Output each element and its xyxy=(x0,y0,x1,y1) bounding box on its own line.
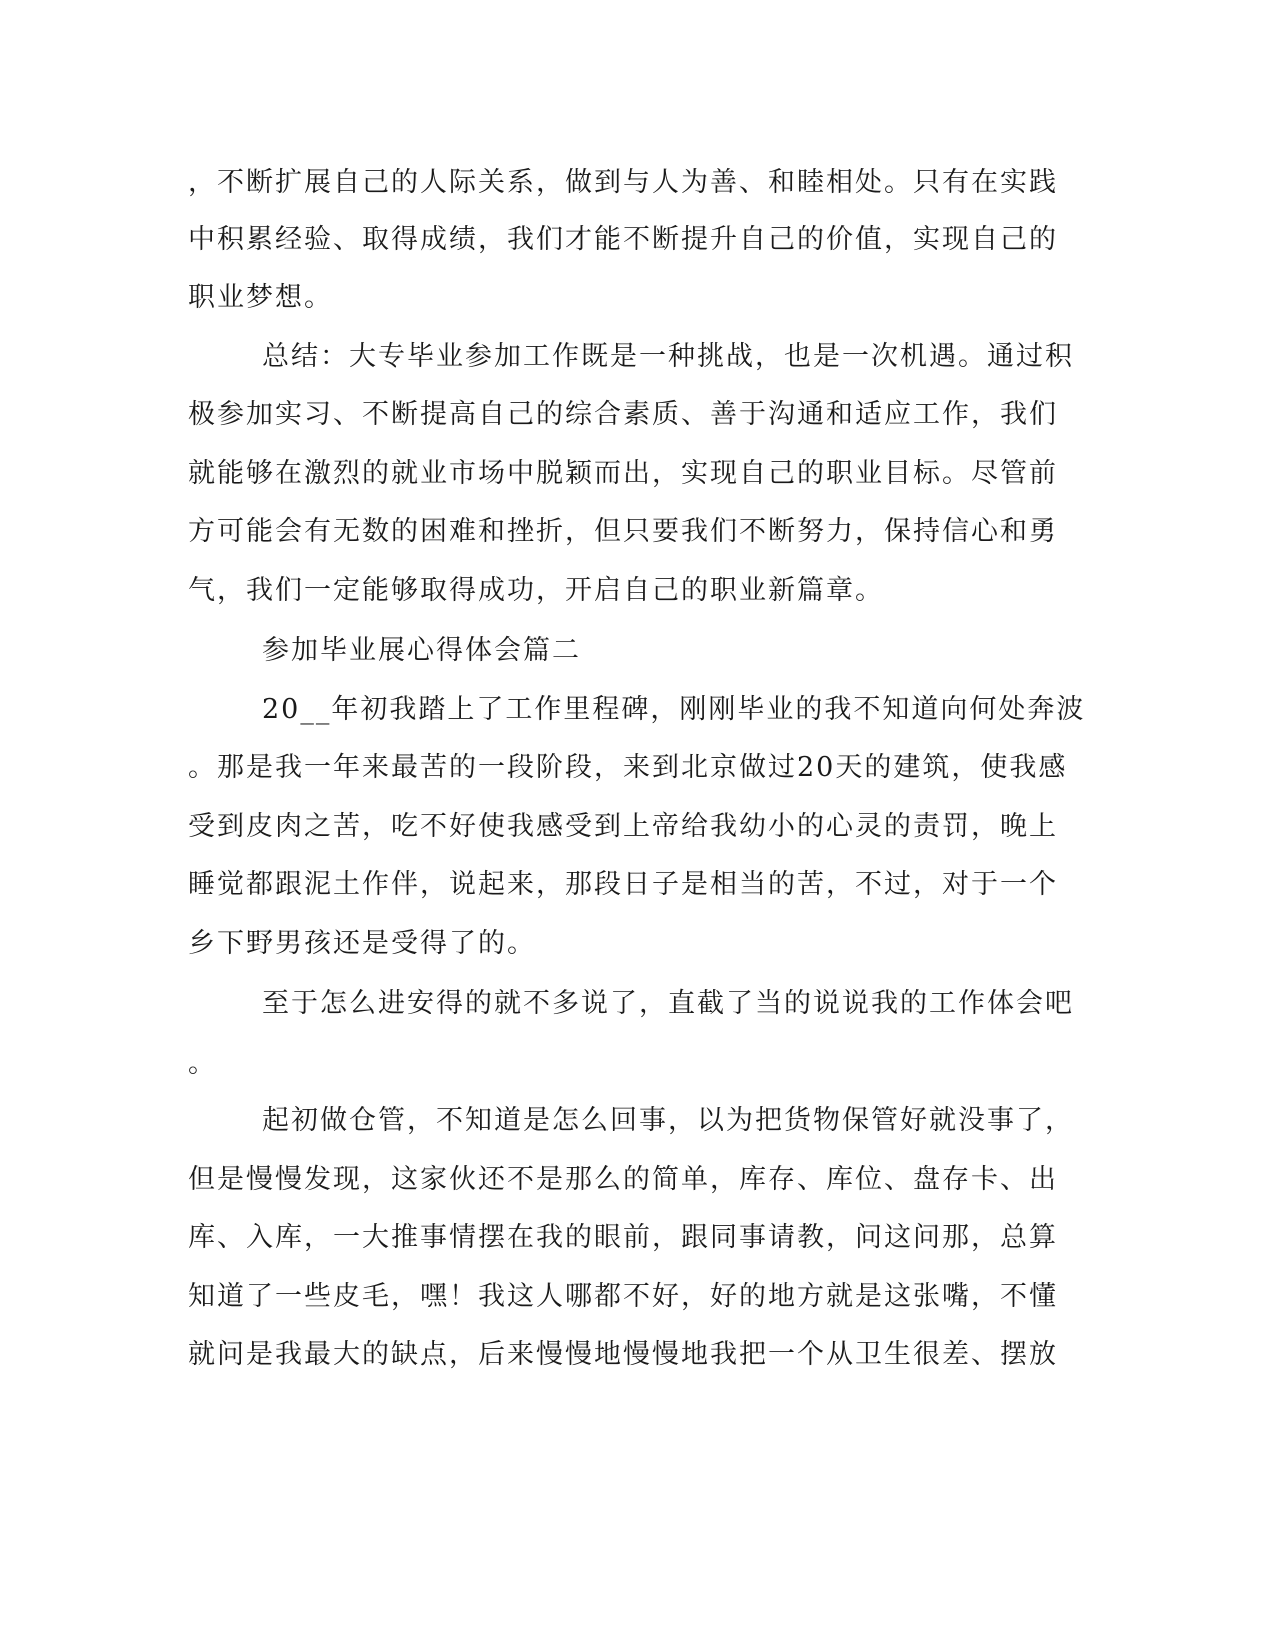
text-line: 就能够在激烈的就业市场中脱颖而出，实现自己的职业目标。尽管前 xyxy=(188,458,1058,489)
text-line: 。那是我一年来最苦的一段阶段，来到北京做过20天的建筑，使我感 xyxy=(188,752,1068,783)
text-line: 。 xyxy=(188,1048,217,1079)
text-line: 中积累经验、取得成绩，我们才能不断提升自己的价值，实现自己的 xyxy=(188,224,1058,255)
text-line: 职业梦想。 xyxy=(188,282,333,313)
text-line: 至于怎么进安得的就不多说了，直截了当的说说我的工作体会吧 xyxy=(262,988,1074,1019)
section-heading: 参加毕业展心得体会篇二 xyxy=(262,635,581,666)
text-line: 但是慢慢发现，这家伙还不是那么的简单，库存、库位、盘存卡、出 xyxy=(188,1164,1058,1195)
text-line: 极参加实习、不断提高自己的综合素质、善于沟通和适应工作，我们 xyxy=(188,399,1058,430)
text-line: 气，我们一定能够取得成功，开启自己的职业新篇章。 xyxy=(188,575,884,606)
text-line: 库、入库，一大推事情摆在我的眼前，跟同事请教，问这问那，总算 xyxy=(188,1222,1058,1253)
text-line: 就问是我最大的缺点，后来慢慢地慢慢地我把一个从卫生很差、摆放 xyxy=(188,1339,1058,1370)
text-line: 受到皮肉之苦，吃不好使我感受到上帝给我幼小的心灵的责罚，晚上 xyxy=(188,811,1058,842)
text-line: 总结：大专毕业参加工作既是一种挑战，也是一次机遇。通过积 xyxy=(262,341,1074,372)
text-line: 起初做仓管，不知道是怎么回事，以为把货物保管好就没事了， xyxy=(262,1105,1074,1136)
text-line: ，不断扩展自己的人际关系，做到与人为善、和睦相处。只有在实践 xyxy=(188,167,1058,198)
text-line: 方可能会有无数的困难和挫折，但只要我们不断努力，保持信心和勇 xyxy=(188,516,1058,547)
text-line: 睡觉都跟泥土作伴，说起来，那段日子是相当的苦，不过，对于一个 xyxy=(188,869,1058,900)
text-line: 知道了一些皮毛，嘿！我这人哪都不好，好的地方就是这张嘴，不懂 xyxy=(188,1281,1058,1312)
text-line: 20__年初我踏上了工作里程碑，刚刚毕业的我不知道向何处奔波 xyxy=(262,694,1086,725)
text-line: 乡下野男孩还是受得了的。 xyxy=(188,928,536,959)
